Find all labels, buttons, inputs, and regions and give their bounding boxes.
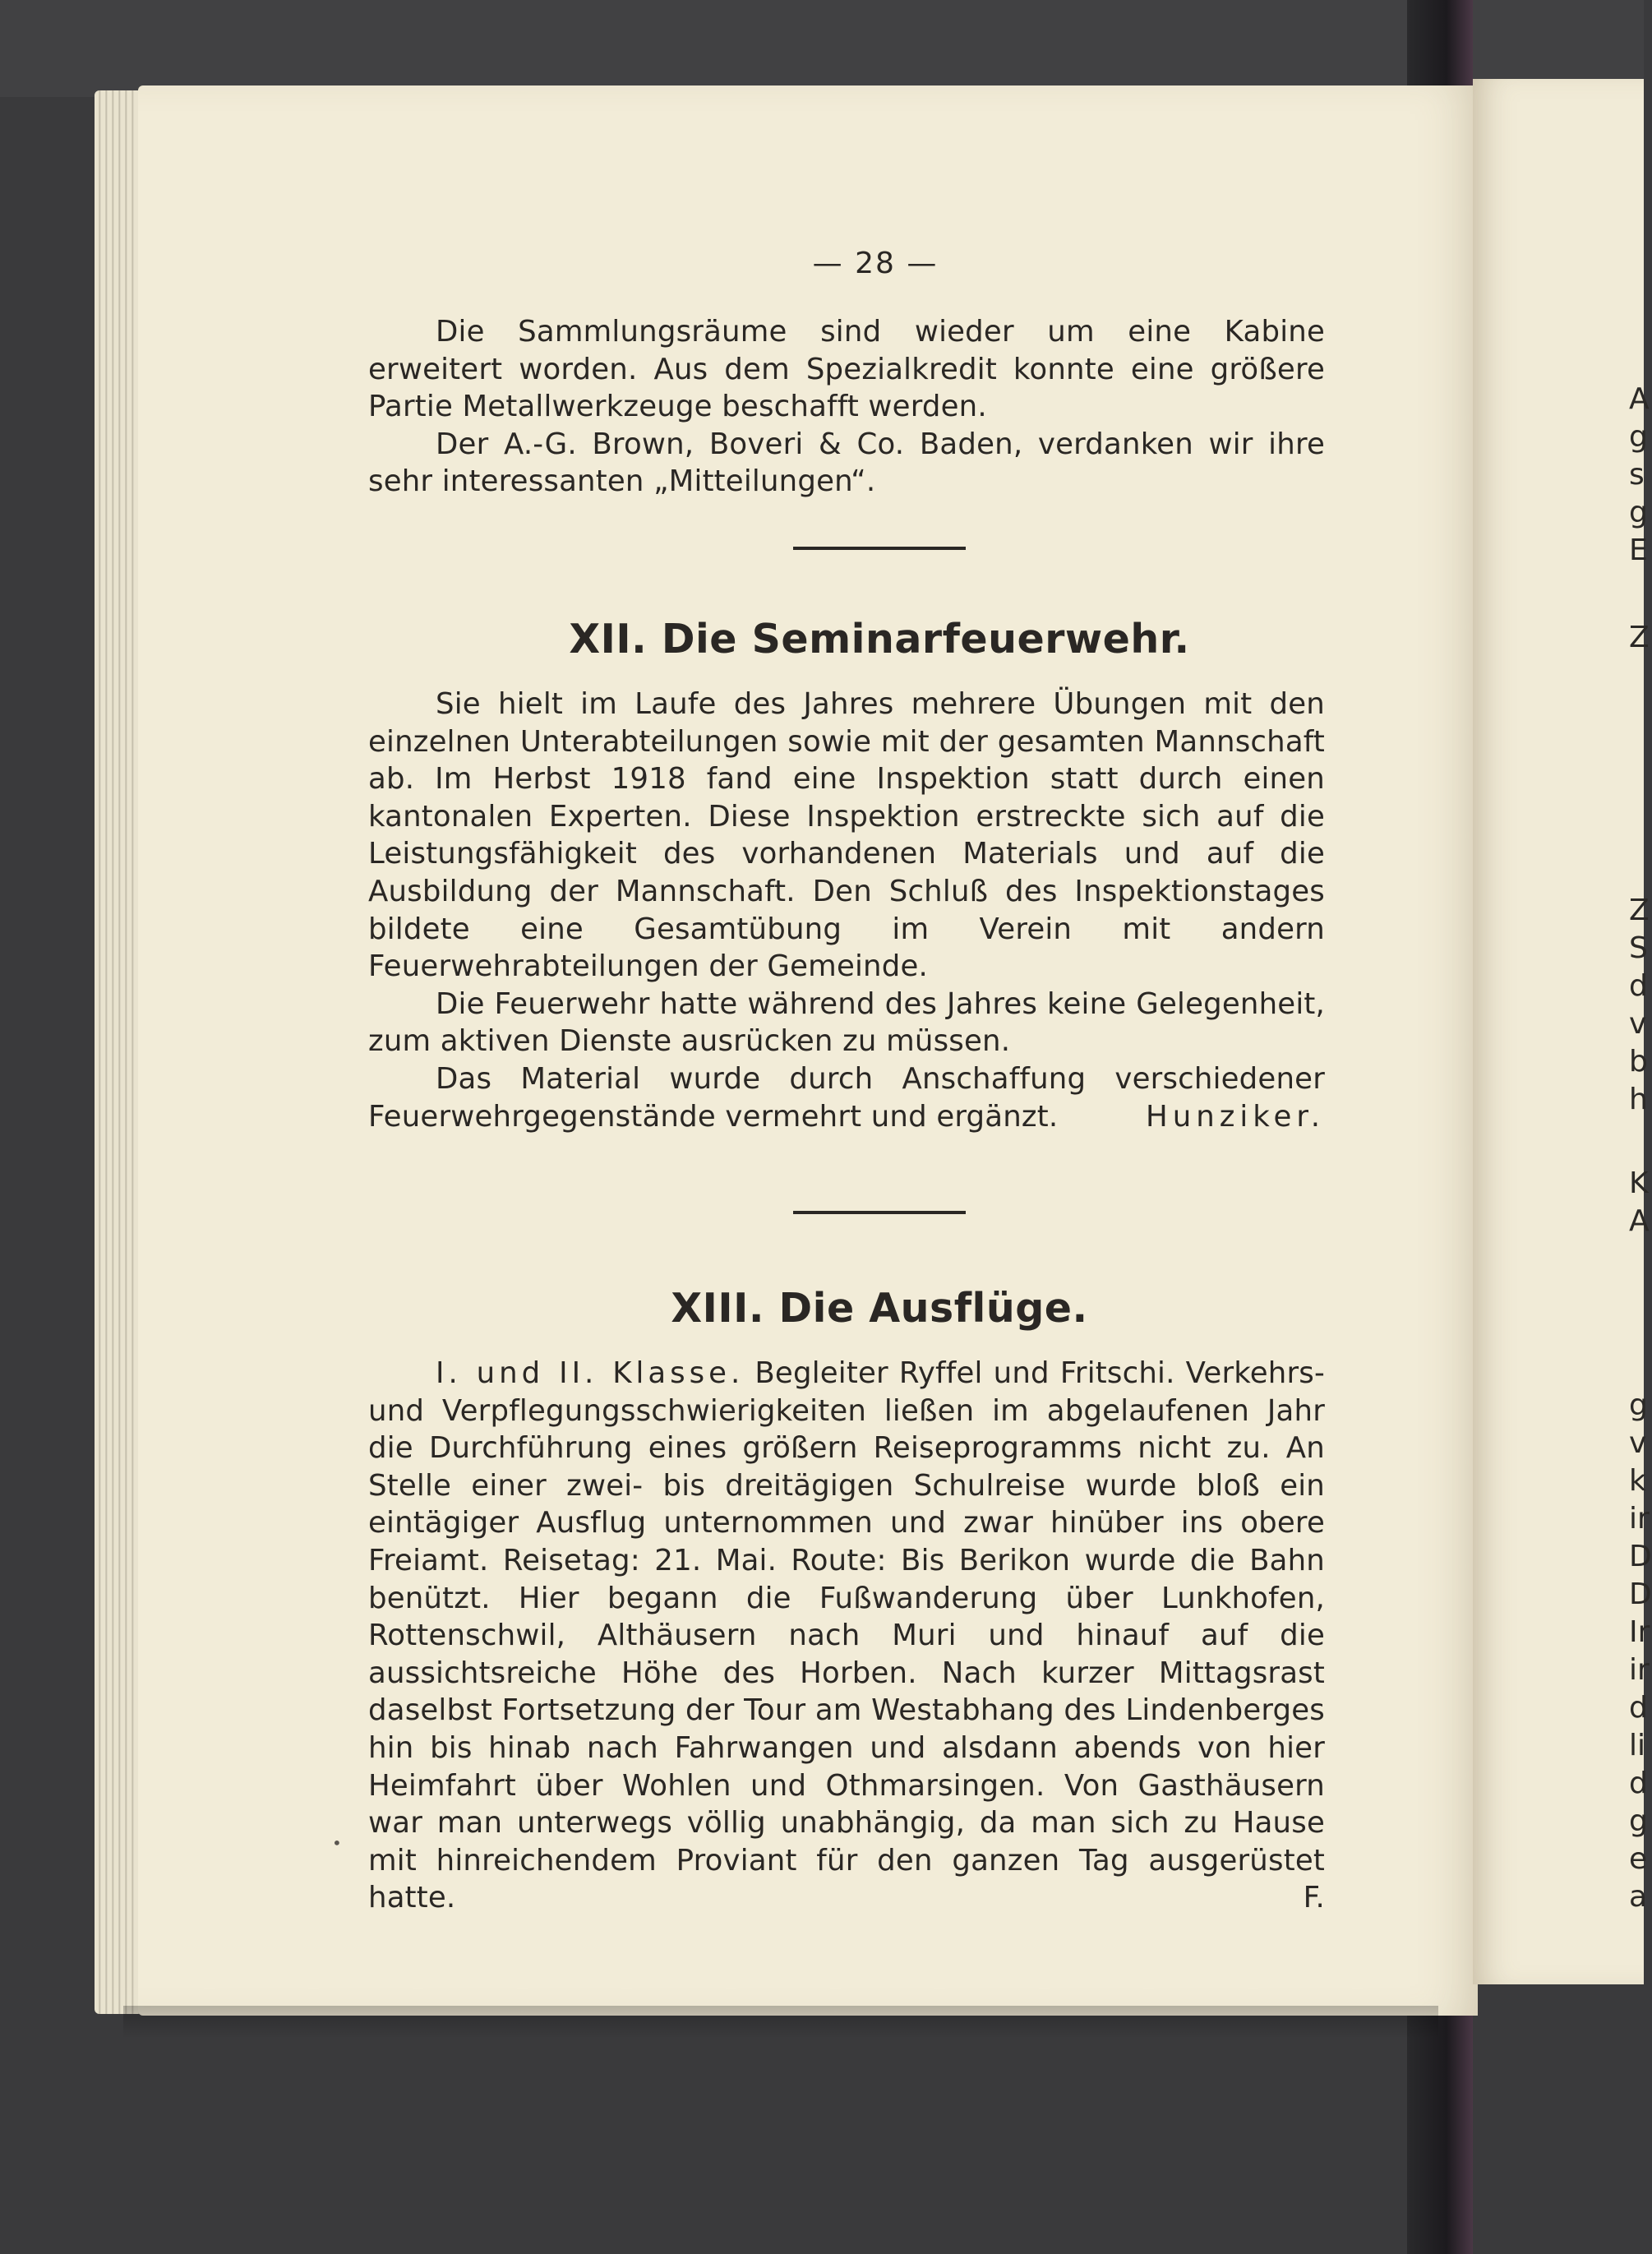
- section-13-signature: F.: [1303, 1881, 1325, 1915]
- section-divider: [793, 1211, 966, 1214]
- facing-fragment: Ir: [1629, 1615, 1650, 1649]
- section-12-paragraph-3-text: Das Material wurde durch Anschaffung verschiedener Feuerwehrgegenstände vermehrt und ergänzt.: [368, 1061, 1325, 1134]
- facing-fragment: K: [1629, 1166, 1649, 1200]
- facing-fragment: g: [1629, 496, 1648, 529]
- facing-fragment: b: [1629, 1045, 1648, 1079]
- facing-fragment: k: [1629, 1464, 1646, 1498]
- ink-speck: •: [332, 1833, 342, 1853]
- intro-paragraph-1: Die Sammlungsräume sind wieder um eine Kabine erweitert worden. Aus dem Spezialkredit konnte eine größere Partie Metallwerkzeuge beschafft werden.: [368, 315, 1325, 424]
- facing-fragment: Z: [1629, 621, 1650, 654]
- facing-fragment: ir: [1629, 1653, 1650, 1687]
- facing-fragment: g: [1629, 1804, 1648, 1838]
- facing-fragment: ir: [1629, 1502, 1650, 1536]
- facing-fragment: d: [1629, 1767, 1648, 1800]
- facing-fragment: d: [1629, 969, 1648, 1003]
- facing-fragment: v: [1629, 1007, 1647, 1041]
- section-12-title: XII. Die Seminarfeuerwehr.: [569, 615, 1190, 663]
- facing-fragment: a: [1629, 1880, 1648, 1914]
- section-13-class-label: I. und II. Klasse.: [436, 1356, 745, 1391]
- facing-fragment: S: [1629, 931, 1648, 965]
- facing-fragment: li: [1629, 1729, 1646, 1762]
- facing-fragment: v: [1629, 1426, 1647, 1460]
- facing-fragment: e: [1629, 1842, 1648, 1876]
- facing-fragment: D: [1629, 1577, 1652, 1611]
- section-12-signature: Hunziker.: [1146, 1099, 1325, 1134]
- page-number: — 28 —: [812, 247, 939, 280]
- section-divider: [793, 547, 966, 550]
- section-13-paragraph: [368, 1355, 1325, 1917]
- facing-fragment: g: [1629, 1388, 1648, 1422]
- facing-fragment: E: [1629, 533, 1648, 567]
- facing-fragment: s: [1629, 458, 1645, 492]
- section-12-paragraph-3: [368, 1060, 1325, 1135]
- section-12-paragraph-2: Die Feuerwehr hatte während des Jahres keine Gelegenheit, zum aktiven Dienste ausrücken zu müssen.: [368, 986, 1325, 1059]
- section-13-title: XIII. Die Ausflüge.: [671, 1285, 1088, 1333]
- scanner-background: [0, 0, 1644, 97]
- facing-fragment: D: [1629, 1540, 1652, 1573]
- facing-fragment: d: [1629, 1691, 1648, 1725]
- section-13-body: Begleiter Ryffel und Fritschi. Verkehrs- und Verpflegungsschwierigkeiten ließen im abgelaufenen Jahr die Durchführung eines größern Reiseprogramms nicht zu. An Stelle einer zwei- bis dreitägigen Schulreise wurde bloß ein eintägiger Ausflug unternommen und zwar hinüber ins obere Freiamt. Reisetag: 21. Mai. Route: Bis Berikon wurde die Bahn benützt. Hier begann die Fußwanderung über Lunkhofen, Rottenschwil, Althäusern nach Muri und hinauf auf die aussichtsreiche Höhe des Horben. Nach kurzer Mittagsrast daselbst Fortsetzung der Tour am Westabhang des Lindenberges hin bis hinab nach Fahrwangen und alsdann abends von hier Heimfahrt über Wohlen und Othmarsingen. Von Gasthäusern war man unterwegs völlig unabhängig, da man sich zu Hause mit hinreichendem Proviant für den ganzen Tag ausgerüstet hatte.: [368, 1356, 1325, 1915]
- facing-fragment: A: [1629, 382, 1650, 416]
- facing-page: [1473, 79, 1652, 1984]
- facing-fragment: g: [1629, 420, 1648, 454]
- facing-fragment: h: [1629, 1083, 1648, 1116]
- section-12-paragraph-1: Sie hielt im Laufe des Jahres mehrere Übungen mit den einzelnen Unterabteilungen sowie mit der gesamten Mannschaft ab. Im Herbst 1918 fand eine Inspektion statt durch einen kantonalen Experten. Diese Inspektion erstreckte sich auf die Leistungsfähigkeit des vorhandenen Materials und auf die Ausbildung der Mannschaft. Den Schluß des Inspektionstages bildete eine Gesamtübung im Verein mit andern Feuerwehrabteilungen der Gemeinde.: [368, 686, 1325, 984]
- intro-paragraph-2: Der A.-G. Brown, Boveri & Co. Baden, verdanken wir ihre sehr interessanten „Mitteilungen“.: [368, 427, 1325, 499]
- text-column: [368, 247, 1325, 1917]
- facing-fragment: Z: [1629, 894, 1650, 927]
- facing-fragment: A: [1629, 1204, 1650, 1238]
- page-shadow: [123, 2006, 1438, 2039]
